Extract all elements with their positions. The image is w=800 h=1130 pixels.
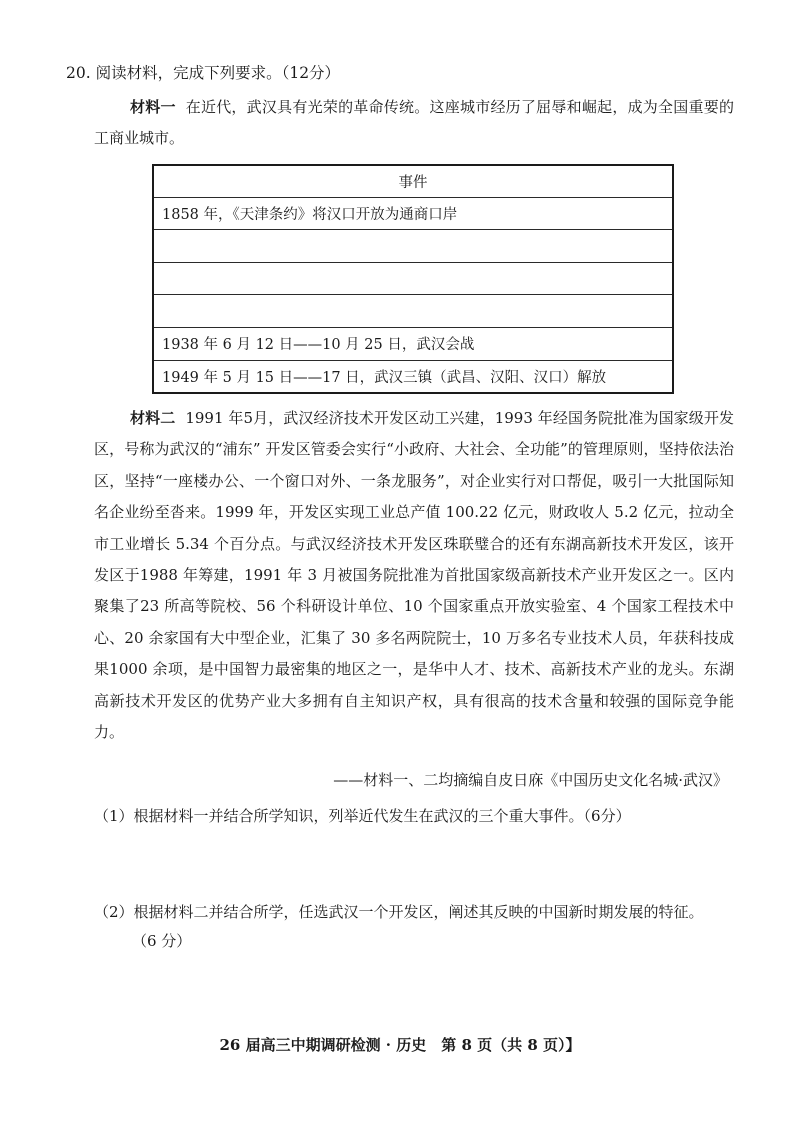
material-2-label: 材料二 (130, 409, 176, 427)
table-cell: 1858 年，《天津条约》将汉口开放为通商口岸 (153, 197, 673, 230)
table-row (153, 360, 673, 393)
table-row-blank (153, 295, 673, 328)
source-citation: ——材料一、二均摘编自皮日庥《中国历史文化名城·武汉》 (333, 771, 728, 789)
table-header-event: 事件 (153, 165, 673, 197)
material-1-label: 材料一 (130, 98, 176, 116)
table-cell-blank (153, 295, 673, 328)
material-1-paragraph (94, 92, 734, 155)
table-cell: 1949 年 5 月 15 日——17 日，武汉三镇（武昌、汉阳、汉口）解放 (153, 360, 673, 393)
sub-question-2-score: （6 分） (132, 932, 192, 950)
table-cell-blank (153, 230, 673, 263)
table-row-blank (153, 230, 673, 263)
material-2-text: 1991 年5月，武汉经济技术开发区动工兴建，1993 年经国务院批准为国家级开发区，号称为武汉的“浦东” 开发区管委会实行“小政府、大社会、全功能”的管理原则，坚持依法治区，坚持“一座楼办公、一个窗口对外、一条龙服务”，对企业实行对口帮促，吸引一大批国际知名企业纷至沓来。1999 年，开发区实现工业总产值 100.22 亿元，财政收人 5.2 亿元，拉动全市工业增长 5.34 个百分点。与武汉经济技术开发区珠联璧合的还有东湖高新技术开发区，该开发区于1988 年筹建，1991 年 3 月被国务院批准为首批国家级高新技术产业开发区之一。区内聚集了23 所高等院校、56 个科研设计单位、10 个国家重点开放实验室、4 个国家工程技术中心、20 余家国有大中型企业，汇集了 30 多名两院院士，10 万多名专业技术人员，年获科技成果1000 余项，是中国智力最密集的地区之一，是华中人才、技术、高新技术产业的龙头。东湖高新技术开发区的优势产业大多拥有自主知识产权，具有很高的技术含量和较强的国际竞争能力。 (94, 409, 734, 742)
table-row (153, 328, 673, 361)
sub-question-1: （1）根据材料一并结合所学知识，列举近代发生在武汉的三个重大事件。（6分） (94, 807, 631, 825)
material-1-text: 在近代，武汉具有光荣的革命传统。这座城市经历了屈辱和崛起，成为全国重要的工商业城市。 (94, 98, 734, 148)
material-2-paragraph (94, 403, 734, 748)
table-header-row (153, 165, 673, 197)
table-cell: 1938 年 6 月 12 日——10 月 25 日，武汉会战 (153, 328, 673, 361)
table-cell-blank (153, 262, 673, 295)
table-row (153, 197, 673, 230)
page-footer: 26 届高三中期调研检测 · 历史 第 8 页（共 8 页）】 (219, 1036, 581, 1054)
question-title: 20. 阅读材料，完成下列要求。（12分） (66, 64, 341, 82)
events-table (152, 164, 674, 394)
table-row-blank (153, 262, 673, 295)
sub-question-2: （2）根据材料二并结合所学，任选武汉一个开发区，阐述其反映的中国新时期发展的特征。 (94, 903, 704, 921)
